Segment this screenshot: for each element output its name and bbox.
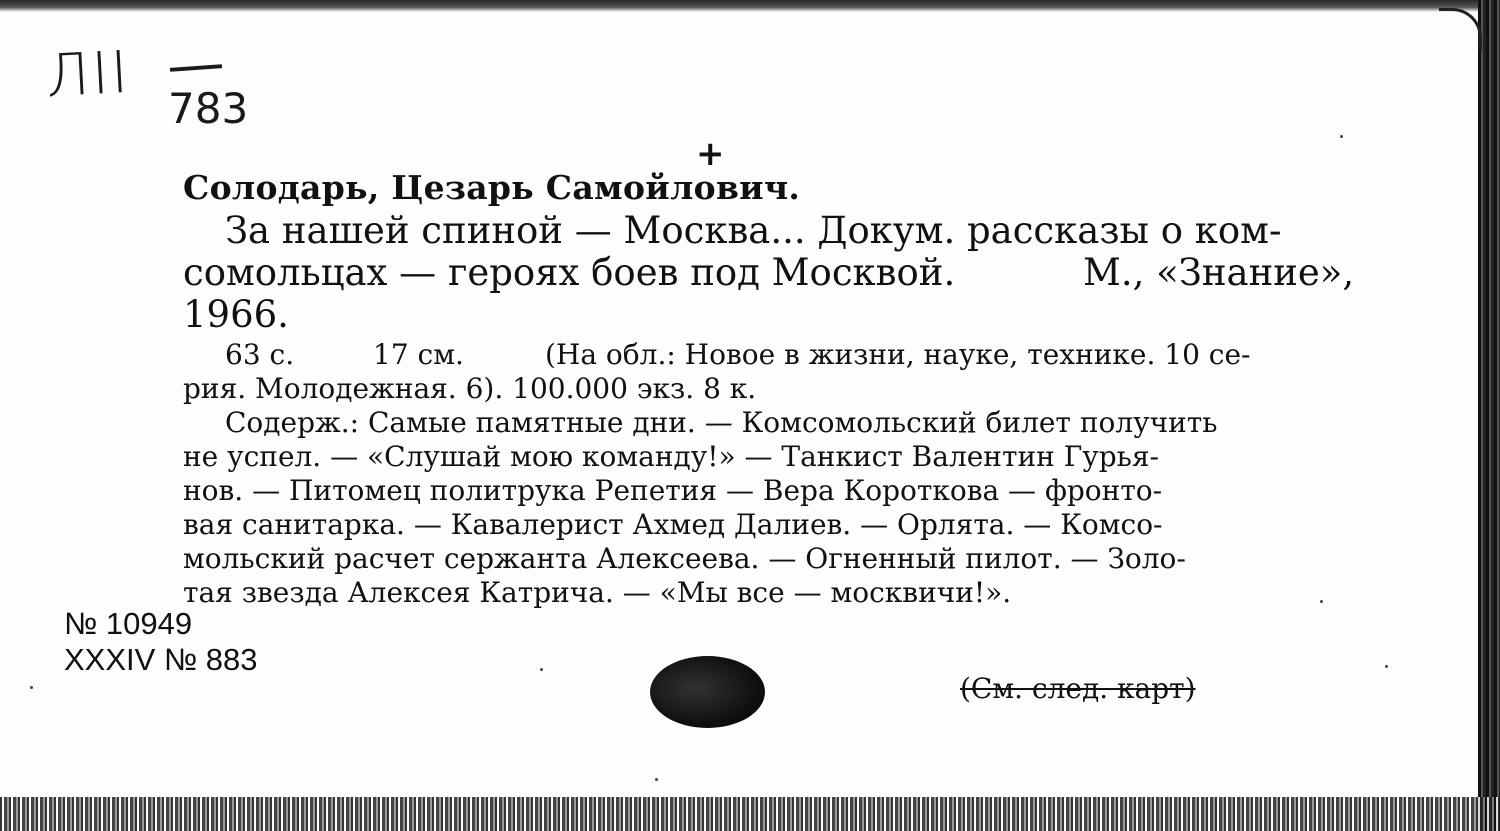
record-number: № 10949	[64, 606, 193, 641]
title-block	[183, 210, 1353, 336]
card-corner	[1439, 8, 1482, 51]
card-right-edge	[1478, 0, 1500, 831]
speck	[1340, 135, 1343, 138]
description-block	[183, 338, 1358, 610]
author-heading: Солодарь, Цезарь Самойлович.	[183, 168, 801, 207]
card-top-edge	[0, 0, 1500, 12]
shelf-number: 783	[168, 84, 249, 133]
speck	[1320, 600, 1323, 603]
contents-line: тая звезда Алексея Катрича. — «Мы все — москвичи!».	[183, 576, 1012, 609]
contents-line: нов. — Питомец политрука Репетия — Вера Короткова — фронто-	[183, 474, 1163, 507]
imprint: М., «Знание»,	[1083, 251, 1355, 294]
continuation-note: (См. след. карт)	[960, 672, 1196, 705]
speck	[655, 778, 658, 781]
contents-line: вая санитарка. — Кавалерист Ахмед Далиев. — Орлята. — Комсо-	[183, 508, 1163, 541]
collation-line	[183, 338, 1358, 372]
contents-line: не успел. — «Слушай мою команду!» — Танкист Валентин Гурья-	[183, 440, 1159, 473]
record-numbers	[64, 606, 258, 678]
pages: 63 с.	[225, 338, 295, 371]
title-line: 1966.	[183, 293, 289, 336]
speck	[1385, 665, 1388, 668]
contents-line: мольский расчет сержанта Алексеева. — Огненный пилот. — Золо-	[183, 542, 1186, 575]
title-line: За нашей спиной — Москва... Докум. рассказы о ком-	[225, 209, 1282, 252]
title-line-text: сомольцах — героях боев под Москвой.	[183, 251, 956, 294]
cross-mark: +	[696, 134, 725, 174]
speck	[30, 686, 33, 689]
series-line: (На обл.: Новое в жизни, науке, технике. 10 се-	[545, 338, 1251, 371]
title-line	[183, 252, 1353, 294]
volume-number: XXXIV № 883	[64, 642, 258, 677]
card-bottom-edge	[0, 797, 1500, 831]
punch-hole	[650, 656, 765, 728]
shelf-mark-dash	[170, 64, 222, 72]
shelf-mark: ЛII	[44, 37, 132, 111]
contents-line: Содерж.: Самые памятные дни. — Комсомольский билет получить	[225, 406, 1218, 439]
series-line: рия. Молодежная. 6). 100.000 экз. 8 к.	[183, 372, 757, 405]
speck	[540, 668, 543, 671]
size: 17 см.	[373, 338, 464, 371]
